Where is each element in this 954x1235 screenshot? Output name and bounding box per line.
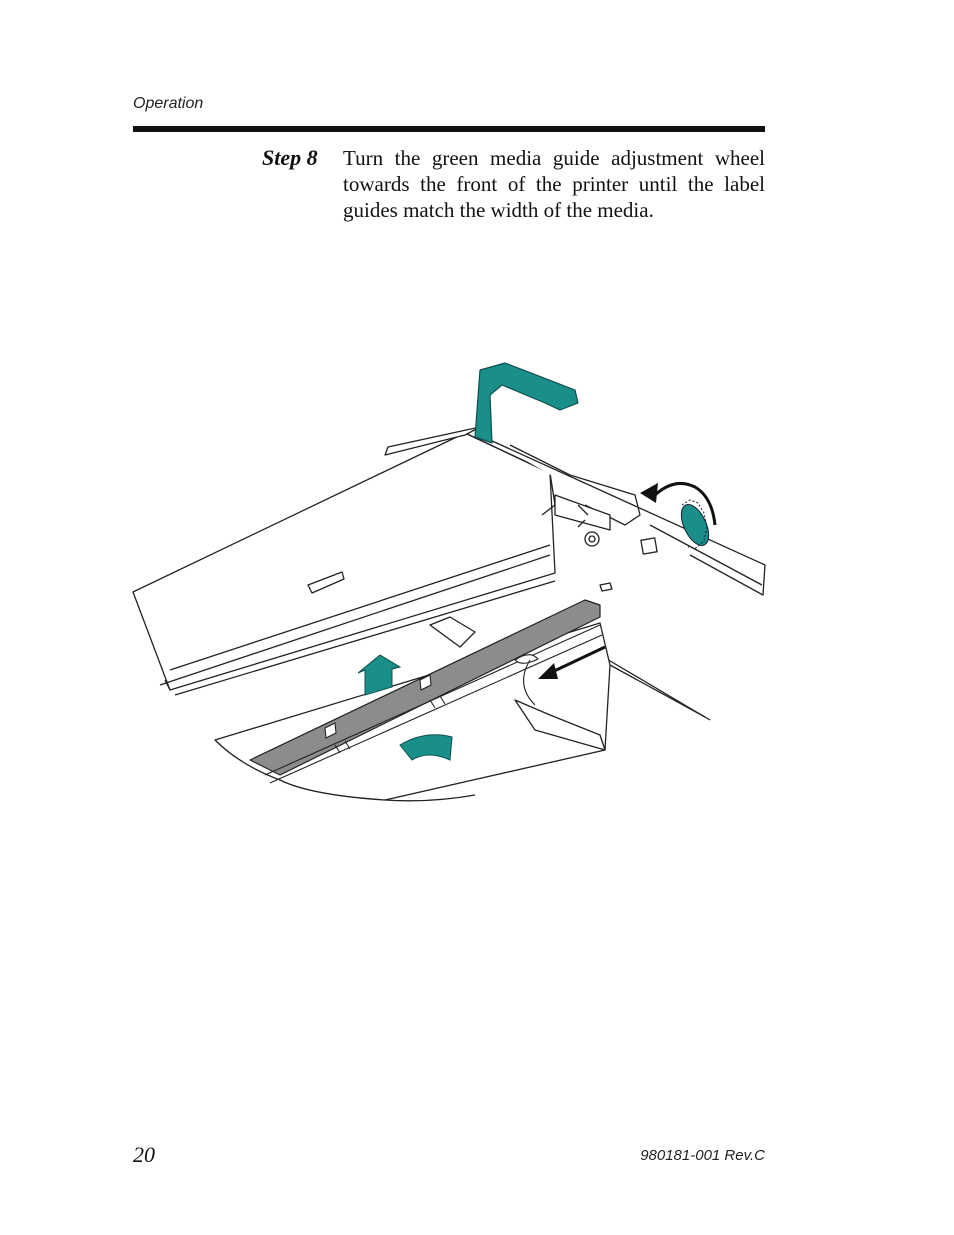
header-rule	[133, 126, 765, 132]
document-id: 980181-001 Rev.C	[640, 1147, 765, 1164]
section-header: Operation	[133, 95, 204, 112]
step-label: Step 8	[262, 145, 318, 170]
media-guide-lever	[475, 363, 578, 443]
page-number: 20	[133, 1142, 155, 1167]
printer-media-guide-illustration	[130, 355, 770, 810]
step-instruction: Turn the green media guide adjustment wheel towards the front of the printer until the label guides match the width of the media.	[343, 146, 765, 222]
